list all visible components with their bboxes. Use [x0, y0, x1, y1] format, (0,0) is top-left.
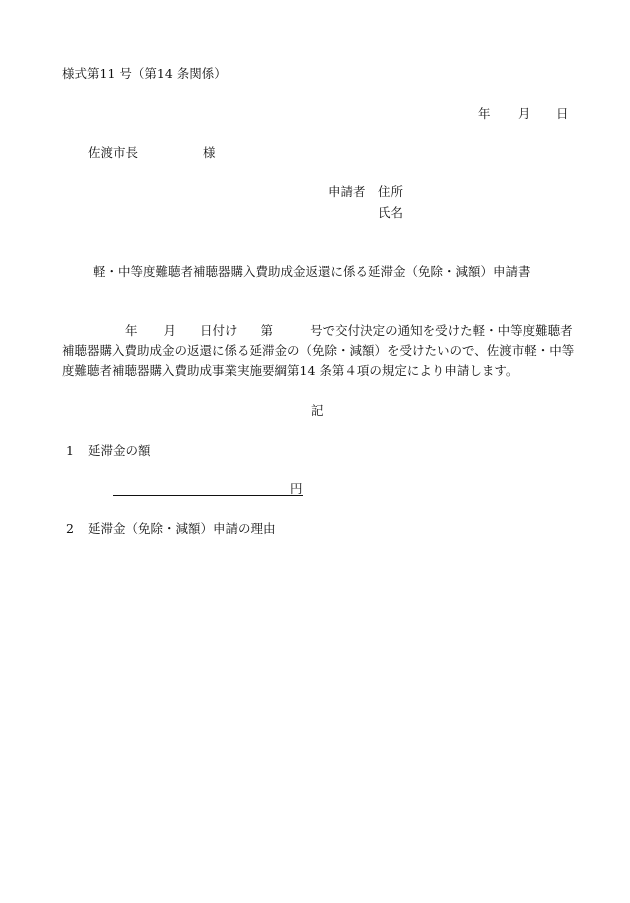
amount-blank-line [113, 495, 303, 496]
document-title: 軽・中等度難聴者補聴器購入費助成金返還に係る延滞金（免除・減額）申請書 [93, 264, 531, 279]
applicant-name-label: 氏名 [378, 205, 404, 220]
form-number: 様式第11 号（第14 条関係） [62, 66, 227, 81]
applicant-address-label: 住所 [378, 184, 404, 199]
body-month-label: 月 [163, 323, 177, 338]
ki-heading: 記 [311, 403, 324, 418]
body-date-suffix: 日付け [200, 323, 238, 338]
date-year-label: 年 [478, 106, 491, 121]
body-paragraph [62, 321, 582, 381]
body-year-label: 年 [125, 323, 138, 338]
item-1-label: 延滞金の額 [88, 443, 151, 458]
item-2-number: 2 [66, 521, 74, 536]
addressee-name: 佐渡市長 [88, 145, 139, 160]
body-number-prefix: 第 [260, 323, 274, 338]
addressee-suffix: 様 [203, 145, 216, 160]
body-text: 号で交付決定の通知を受けた軽・中等度難聴者補聴器購入費助成金の返還に係る延滞金の（免除・減額）を受けたいので、佐渡市軽・中等度難聴者補聴器購入費助成事業実施要綱第14 条第４項の規定により申請します。 [62, 323, 575, 378]
applicant-label: 申請者 [328, 184, 366, 199]
date-month-label: 月 [518, 106, 531, 121]
date-day-label: 日 [556, 106, 569, 121]
yen-unit: 円 [290, 481, 303, 496]
item-1-number: 1 [66, 443, 74, 458]
item-2-label: 延滞金（免除・減額）申請の理由 [88, 521, 276, 536]
